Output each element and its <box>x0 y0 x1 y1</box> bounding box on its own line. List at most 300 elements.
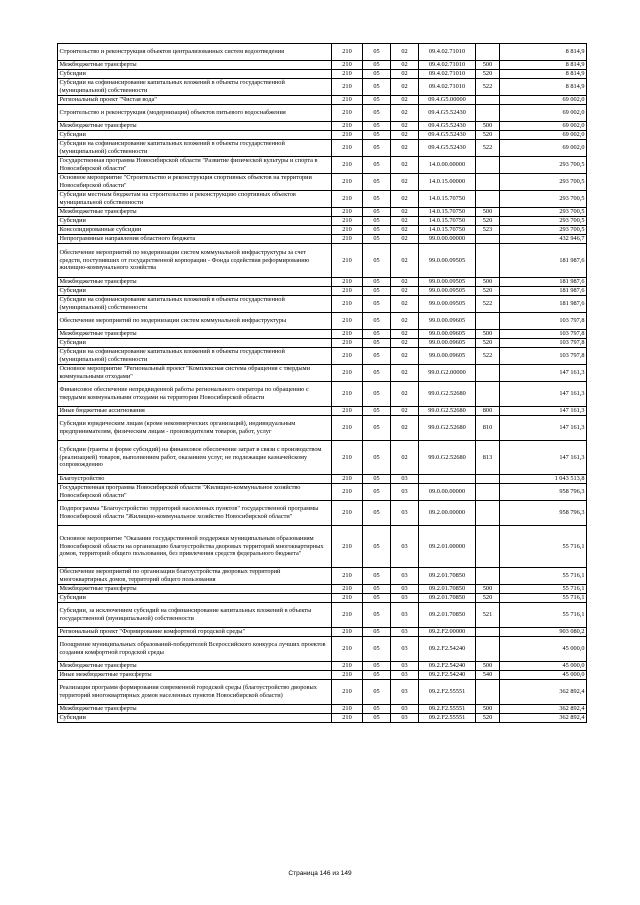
cell-grbs: 210 <box>332 662 363 671</box>
cell-amount: 362 892,4 <box>500 680 587 705</box>
cell-expense-type <box>476 637 500 662</box>
table-row <box>58 637 587 662</box>
cell-target-article: 09.2.01.70850 <box>419 585 476 594</box>
cell-expense-type: 522 <box>476 348 500 365</box>
cell-target-article: 09.2.00.00000 <box>419 501 476 526</box>
cell-expense-type: 810 <box>476 416 500 441</box>
cell-name: Межбюджетные трансферты <box>58 278 332 287</box>
page-footer: Страница 146 из 149 <box>288 870 352 877</box>
cell-grbs: 210 <box>332 226 363 235</box>
table-row <box>58 501 587 526</box>
cell-subsection: 02 <box>391 287 419 296</box>
cell-grbs: 210 <box>332 174 363 191</box>
cell-amount: 147 161,3 <box>500 407 587 416</box>
cell-name: Поощрение муниципальных образований-победителей Всероссийского конкурса лучших проектов создания комфортной городской среды <box>58 637 332 662</box>
cell-expense-type <box>476 96 500 105</box>
cell-expense-type: 813 <box>476 441 500 475</box>
cell-grbs: 210 <box>332 191 363 208</box>
cell-expense-type: 500 <box>476 278 500 287</box>
cell-name: Подпрограмма "Благоустройство территорий населенных пунктов" государственной программы Новосибирской области "Жилищно-коммунальное хозяйство Новосибирской области" <box>58 501 332 526</box>
cell-amount: 293 700,5 <box>500 208 587 217</box>
cell-name: Непрограммные направления областного бюджета <box>58 235 332 244</box>
cell-name: Государственная программа Новосибирской области "Развитие физической культуры и спорта в Новосибирской области" <box>58 157 332 174</box>
cell-name: Субсидии на софинансирование капитальных вложений в объекты государственной (муниципальной) собственности <box>58 140 332 157</box>
cell-name: Межбюджетные трансферты <box>58 330 332 339</box>
table-row <box>58 330 587 339</box>
cell-grbs: 210 <box>332 44 363 61</box>
table-row <box>58 296 587 313</box>
cell-subsection: 03 <box>391 680 419 705</box>
cell-section: 05 <box>363 140 391 157</box>
cell-expense-type <box>476 628 500 637</box>
table-row <box>58 382 587 407</box>
cell-target-article <box>419 475 476 484</box>
cell-subsection: 02 <box>391 131 419 140</box>
cell-subsection: 03 <box>391 662 419 671</box>
cell-grbs: 210 <box>332 96 363 105</box>
cell-expense-type: 520 <box>476 339 500 348</box>
cell-expense-type <box>476 568 500 585</box>
cell-section: 05 <box>363 191 391 208</box>
cell-target-article: 09.2.01.70850 <box>419 568 476 585</box>
table-row <box>58 680 587 705</box>
cell-subsection: 03 <box>391 501 419 526</box>
cell-subsection: 03 <box>391 671 419 680</box>
cell-amount: 362 892,4 <box>500 714 587 723</box>
cell-name: Субсидии <box>58 594 332 603</box>
table-row <box>58 235 587 244</box>
cell-subsection: 03 <box>391 628 419 637</box>
cell-section: 05 <box>363 416 391 441</box>
cell-grbs: 210 <box>332 140 363 157</box>
cell-section: 05 <box>363 174 391 191</box>
cell-target-article: 99.0.00.09605 <box>419 330 476 339</box>
cell-section: 05 <box>363 226 391 235</box>
cell-expense-type <box>476 382 500 407</box>
cell-section: 05 <box>363 407 391 416</box>
cell-target-article: 09.4.G5.52430 <box>419 140 476 157</box>
table-row <box>58 131 587 140</box>
cell-target-article: 99.0.00.00000 <box>419 235 476 244</box>
cell-name: Субсидии на софинансирование капитальных вложений в объекты государственной (муниципальной) собственности <box>58 296 332 313</box>
cell-grbs: 210 <box>332 105 363 122</box>
cell-expense-type: 522 <box>476 140 500 157</box>
cell-expense-type: 500 <box>476 705 500 714</box>
cell-name: Субсидии <box>58 339 332 348</box>
cell-amount: 103 797,8 <box>500 330 587 339</box>
cell-section: 05 <box>363 441 391 475</box>
table-row <box>58 313 587 330</box>
cell-section: 05 <box>363 603 391 628</box>
cell-name: Субсидии (гранты в форме субсидий) на финансовое обеспечение затрат в связи с производством (реализацией) товаров, выполнением работ, оказанием услуг, не подлежащие казначейскому сопровождению <box>58 441 332 475</box>
cell-section: 05 <box>363 348 391 365</box>
cell-amount: 8 814,9 <box>500 79 587 96</box>
cell-name: Обеспечение мероприятий по модернизации систем коммунальной инфраструктуры за счет средств, поступивших от государственной корпорации - Фонда содействия реформированию жилищно-коммунального хозяйства <box>58 244 332 278</box>
cell-name: Региональный проект "Чистая вода" <box>58 96 332 105</box>
cell-name: Межбюджетные трансферты <box>58 662 332 671</box>
cell-grbs: 210 <box>332 70 363 79</box>
cell-grbs: 210 <box>332 235 363 244</box>
cell-amount: 293 700,5 <box>500 174 587 191</box>
table-row <box>58 628 587 637</box>
cell-section: 05 <box>363 671 391 680</box>
cell-section: 05 <box>363 70 391 79</box>
cell-name: Субсидии <box>58 217 332 226</box>
table-row <box>58 122 587 131</box>
cell-expense-type <box>476 365 500 382</box>
cell-subsection: 03 <box>391 705 419 714</box>
cell-name: Межбюджетные трансферты <box>58 122 332 131</box>
cell-subsection: 03 <box>391 637 419 662</box>
cell-target-article: 09.4.G5.00000 <box>419 96 476 105</box>
cell-expense-type: 520 <box>476 70 500 79</box>
cell-grbs: 210 <box>332 441 363 475</box>
table-row <box>58 226 587 235</box>
cell-name: Субсидии <box>58 714 332 723</box>
cell-amount: 8 814,9 <box>500 70 587 79</box>
table-row <box>58 568 587 585</box>
cell-subsection: 02 <box>391 191 419 208</box>
cell-target-article: 99.0.00.09505 <box>419 287 476 296</box>
cell-section: 05 <box>363 79 391 96</box>
cell-expense-type <box>476 526 500 568</box>
cell-amount: 55 716,1 <box>500 603 587 628</box>
cell-target-article: 14.0.15.70750 <box>419 191 476 208</box>
cell-target-article: 09.4.G5.52430 <box>419 122 476 131</box>
cell-expense-type: 520 <box>476 217 500 226</box>
cell-amount: 293 700,5 <box>500 157 587 174</box>
cell-section: 05 <box>363 705 391 714</box>
cell-section: 05 <box>363 313 391 330</box>
cell-target-article: 14.0.15.70750 <box>419 226 476 235</box>
cell-subsection: 02 <box>391 226 419 235</box>
cell-subsection: 02 <box>391 330 419 339</box>
cell-subsection: 03 <box>391 475 419 484</box>
cell-name: Обеспечение мероприятий по модернизации систем коммунальной инфраструктуры <box>58 313 332 330</box>
cell-expense-type <box>476 191 500 208</box>
cell-name: Финансовое обеспечение непредвиденной работы регионального оператора по обращению с твердыми коммунальными отходами на территории Новосибирской области <box>58 382 332 407</box>
cell-section: 05 <box>363 637 391 662</box>
cell-expense-type <box>476 44 500 61</box>
cell-section: 05 <box>363 131 391 140</box>
cell-target-article: 99.0.00.09605 <box>419 348 476 365</box>
table-row <box>58 105 587 122</box>
cell-amount: 181 987,6 <box>500 287 587 296</box>
cell-grbs: 210 <box>332 568 363 585</box>
cell-name: Субсидии <box>58 70 332 79</box>
cell-subsection: 02 <box>391 96 419 105</box>
cell-subsection: 02 <box>391 278 419 287</box>
cell-grbs: 210 <box>332 313 363 330</box>
table-row <box>58 526 587 568</box>
cell-target-article: 09.2.01.70850 <box>419 603 476 628</box>
table-row <box>58 157 587 174</box>
table-row <box>58 244 587 278</box>
cell-name: Иные бюджетные ассигнования <box>58 407 332 416</box>
cell-grbs: 210 <box>332 585 363 594</box>
cell-target-article: 99.0.G2.52680 <box>419 441 476 475</box>
cell-expense-type: 500 <box>476 662 500 671</box>
cell-subsection: 02 <box>391 441 419 475</box>
cell-grbs: 210 <box>332 348 363 365</box>
cell-grbs: 210 <box>332 330 363 339</box>
cell-grbs: 210 <box>332 671 363 680</box>
table-row <box>58 70 587 79</box>
cell-section: 05 <box>363 526 391 568</box>
cell-subsection: 02 <box>391 122 419 131</box>
cell-target-article: 14.0.15.00000 <box>419 174 476 191</box>
cell-target-article: 14.0.00.00000 <box>419 157 476 174</box>
cell-target-article: 99.0.G2.52680 <box>419 407 476 416</box>
cell-target-article: 99.0.G2.52680 <box>419 416 476 441</box>
cell-amount: 103 797,8 <box>500 348 587 365</box>
cell-grbs: 210 <box>332 628 363 637</box>
cell-expense-type: 500 <box>476 330 500 339</box>
cell-target-article: 99.0.00.09605 <box>419 313 476 330</box>
cell-subsection: 02 <box>391 339 419 348</box>
cell-subsection: 02 <box>391 208 419 217</box>
cell-subsection: 03 <box>391 594 419 603</box>
cell-amount: 69 002,0 <box>500 105 587 122</box>
cell-expense-type <box>476 157 500 174</box>
cell-amount: 147 161,3 <box>500 441 587 475</box>
cell-amount: 45 000,0 <box>500 662 587 671</box>
cell-target-article: 99.0.G2.00000 <box>419 365 476 382</box>
cell-name: Межбюджетные трансферты <box>58 705 332 714</box>
cell-subsection: 02 <box>391 296 419 313</box>
table-row <box>58 705 587 714</box>
cell-amount: 362 892,4 <box>500 705 587 714</box>
cell-name: Субсидии, за исключением субсидий на софинансирование капитальных вложений в объекты государственной (муниципальной) собственности <box>58 603 332 628</box>
cell-amount: 432 946,7 <box>500 235 587 244</box>
table-row <box>58 594 587 603</box>
cell-target-article: 09.4.G5.52430 <box>419 131 476 140</box>
cell-expense-type: 520 <box>476 131 500 140</box>
cell-grbs: 210 <box>332 407 363 416</box>
cell-name: Иные межбюджетные трансферты <box>58 671 332 680</box>
cell-subsection: 02 <box>391 61 419 70</box>
table-row <box>58 441 587 475</box>
cell-subsection: 02 <box>391 140 419 157</box>
cell-target-article: 14.0.15.70750 <box>419 208 476 217</box>
cell-section: 05 <box>363 680 391 705</box>
cell-expense-type <box>476 105 500 122</box>
cell-target-article: 09.4.G5.52430 <box>419 105 476 122</box>
cell-name: Консолидированные субсидии <box>58 226 332 235</box>
cell-name: Межбюджетные трансферты <box>58 585 332 594</box>
cell-expense-type: 540 <box>476 671 500 680</box>
cell-amount: 293 700,5 <box>500 226 587 235</box>
cell-section: 05 <box>363 208 391 217</box>
cell-grbs: 210 <box>332 296 363 313</box>
cell-expense-type <box>476 680 500 705</box>
cell-amount: 8 814,9 <box>500 61 587 70</box>
cell-section: 05 <box>363 365 391 382</box>
cell-grbs: 210 <box>332 217 363 226</box>
table-row <box>58 61 587 70</box>
cell-name: Строительство и реконструкция (модернизация) объектов питьевого водоснабжения <box>58 105 332 122</box>
cell-amount: 1 043 513,8 <box>500 475 587 484</box>
cell-amount: 45 000,0 <box>500 671 587 680</box>
cell-grbs: 210 <box>332 278 363 287</box>
cell-grbs: 210 <box>332 501 363 526</box>
cell-section: 05 <box>363 585 391 594</box>
cell-amount: 958 796,3 <box>500 501 587 526</box>
cell-section: 05 <box>363 484 391 501</box>
cell-grbs: 210 <box>332 365 363 382</box>
table-row <box>58 407 587 416</box>
cell-expense-type: 520 <box>476 714 500 723</box>
cell-section: 05 <box>363 594 391 603</box>
cell-section: 05 <box>363 714 391 723</box>
cell-subsection: 02 <box>391 70 419 79</box>
cell-target-article: 09.2.F2.55551 <box>419 680 476 705</box>
cell-section: 05 <box>363 501 391 526</box>
cell-section: 05 <box>363 330 391 339</box>
cell-name: Обеспечение мероприятий по организации благоустройства дворовых территорий многоквартирных домов, территорий общего пользования <box>58 568 332 585</box>
cell-amount: 55 716,1 <box>500 526 587 568</box>
cell-target-article: 99.0.00.09505 <box>419 278 476 287</box>
cell-expense-type: 800 <box>476 407 500 416</box>
cell-amount: 55 716,1 <box>500 568 587 585</box>
cell-subsection: 02 <box>391 244 419 278</box>
cell-target-article: 99.0.G2.52680 <box>419 382 476 407</box>
cell-amount: 147 161,3 <box>500 382 587 407</box>
cell-amount: 181 987,6 <box>500 296 587 313</box>
cell-name: Субсидии <box>58 287 332 296</box>
cell-name: Благоустройство <box>58 475 332 484</box>
table-row <box>58 484 587 501</box>
cell-section: 05 <box>363 296 391 313</box>
cell-target-article: 09.4.02.71010 <box>419 44 476 61</box>
cell-grbs: 210 <box>332 475 363 484</box>
table-row <box>58 79 587 96</box>
cell-expense-type: 500 <box>476 585 500 594</box>
cell-grbs: 210 <box>332 680 363 705</box>
table-row <box>58 287 587 296</box>
cell-subsection: 02 <box>391 313 419 330</box>
cell-expense-type <box>476 174 500 191</box>
cell-subsection: 03 <box>391 568 419 585</box>
cell-target-article: 99.0.00.09605 <box>419 339 476 348</box>
cell-expense-type <box>476 475 500 484</box>
cell-expense-type: 520 <box>476 594 500 603</box>
cell-grbs: 210 <box>332 208 363 217</box>
cell-target-article: 09.2.F2.54240 <box>419 671 476 680</box>
cell-grbs: 210 <box>332 484 363 501</box>
table-row <box>58 714 587 723</box>
table-row <box>58 475 587 484</box>
cell-amount: 55 716,1 <box>500 594 587 603</box>
cell-expense-type: 522 <box>476 79 500 96</box>
cell-name: Региональный проект "Формирование комфортной городской среды" <box>58 628 332 637</box>
table-row <box>58 339 587 348</box>
cell-amount: 69 002,0 <box>500 131 587 140</box>
cell-name: Строительство и реконструкция объектов централизованных систем водоотведения <box>58 44 332 61</box>
cell-amount: 69 002,0 <box>500 122 587 131</box>
cell-name: Субсидии на софинансирование капитальных вложений в объекты государственной (муниципальной) собственности <box>58 79 332 96</box>
cell-subsection: 03 <box>391 585 419 594</box>
budget-table <box>57 43 587 723</box>
cell-grbs: 210 <box>332 79 363 96</box>
cell-grbs: 210 <box>332 382 363 407</box>
cell-section: 05 <box>363 122 391 131</box>
cell-section: 05 <box>363 287 391 296</box>
table-row <box>58 44 587 61</box>
cell-section: 05 <box>363 568 391 585</box>
cell-amount: 903 080,2 <box>500 628 587 637</box>
cell-subsection: 02 <box>391 235 419 244</box>
cell-amount: 8 814,9 <box>500 44 587 61</box>
cell-name: Межбюджетные трансферты <box>58 61 332 70</box>
cell-name: Субсидии <box>58 131 332 140</box>
table-row <box>58 191 587 208</box>
cell-target-article: 09.4.02.71010 <box>419 79 476 96</box>
table-row <box>58 348 587 365</box>
table-row <box>58 278 587 287</box>
cell-target-article: 09.2.F2.00000 <box>419 628 476 637</box>
cell-grbs: 210 <box>332 287 363 296</box>
cell-grbs: 210 <box>332 594 363 603</box>
cell-amount: 45 000,0 <box>500 637 587 662</box>
table-row <box>58 217 587 226</box>
cell-amount: 69 002,0 <box>500 96 587 105</box>
cell-section: 05 <box>363 96 391 105</box>
table-row <box>58 174 587 191</box>
cell-subsection: 02 <box>391 416 419 441</box>
table-row <box>58 585 587 594</box>
cell-grbs: 210 <box>332 244 363 278</box>
cell-section: 05 <box>363 157 391 174</box>
cell-grbs: 210 <box>332 157 363 174</box>
cell-expense-type: 522 <box>476 296 500 313</box>
cell-target-article: 09.2.F2.55551 <box>419 705 476 714</box>
cell-amount: 103 797,8 <box>500 339 587 348</box>
cell-section: 05 <box>363 382 391 407</box>
cell-subsection: 02 <box>391 407 419 416</box>
cell-amount: 147 161,3 <box>500 365 587 382</box>
cell-grbs: 210 <box>332 637 363 662</box>
cell-name: Основное мероприятие "Оказание государственной поддержки муниципальным образованиям Новосибирской области на организацию благоустройства дворовых территорий многоквартирных домов, территорий общего пользования, без привлечения средств федерального бюджета" <box>58 526 332 568</box>
cell-target-article: 99.0.00.09505 <box>419 296 476 313</box>
cell-section: 05 <box>363 662 391 671</box>
cell-grbs: 210 <box>332 122 363 131</box>
cell-grbs: 210 <box>332 339 363 348</box>
table-row <box>58 671 587 680</box>
cell-subsection: 03 <box>391 603 419 628</box>
cell-name: Межбюджетные трансферты <box>58 208 332 217</box>
cell-amount: 293 700,5 <box>500 217 587 226</box>
cell-name: Государственная программа Новосибирской области "Жилищно-коммунальное хозяйство Новосибирской области" <box>58 484 332 501</box>
cell-subsection: 02 <box>391 365 419 382</box>
table-row <box>58 662 587 671</box>
cell-subsection: 02 <box>391 217 419 226</box>
cell-name: Субсидии юридическим лицам (кроме некоммерческих организаций), индивидуальным предпринимателям, физическим лицам - производителям товаров, работ, услуг <box>58 416 332 441</box>
table-row <box>58 365 587 382</box>
cell-target-article: 09.4.02.71010 <box>419 61 476 70</box>
cell-amount: 103 797,8 <box>500 313 587 330</box>
cell-amount: 181 987,6 <box>500 244 587 278</box>
cell-name: Основное мероприятие "Строительство и реконструкция спортивных объектов на территории Новосибирской области" <box>58 174 332 191</box>
cell-name: Основное мероприятие "Региональный проект "Комплексная система обращения с твердыми коммунальными отходами" <box>58 365 332 382</box>
cell-expense-type: 500 <box>476 208 500 217</box>
cell-amount: 147 161,3 <box>500 416 587 441</box>
cell-subsection: 02 <box>391 157 419 174</box>
cell-grbs: 210 <box>332 131 363 140</box>
cell-section: 05 <box>363 44 391 61</box>
cell-expense-type <box>476 235 500 244</box>
cell-subsection: 03 <box>391 484 419 501</box>
